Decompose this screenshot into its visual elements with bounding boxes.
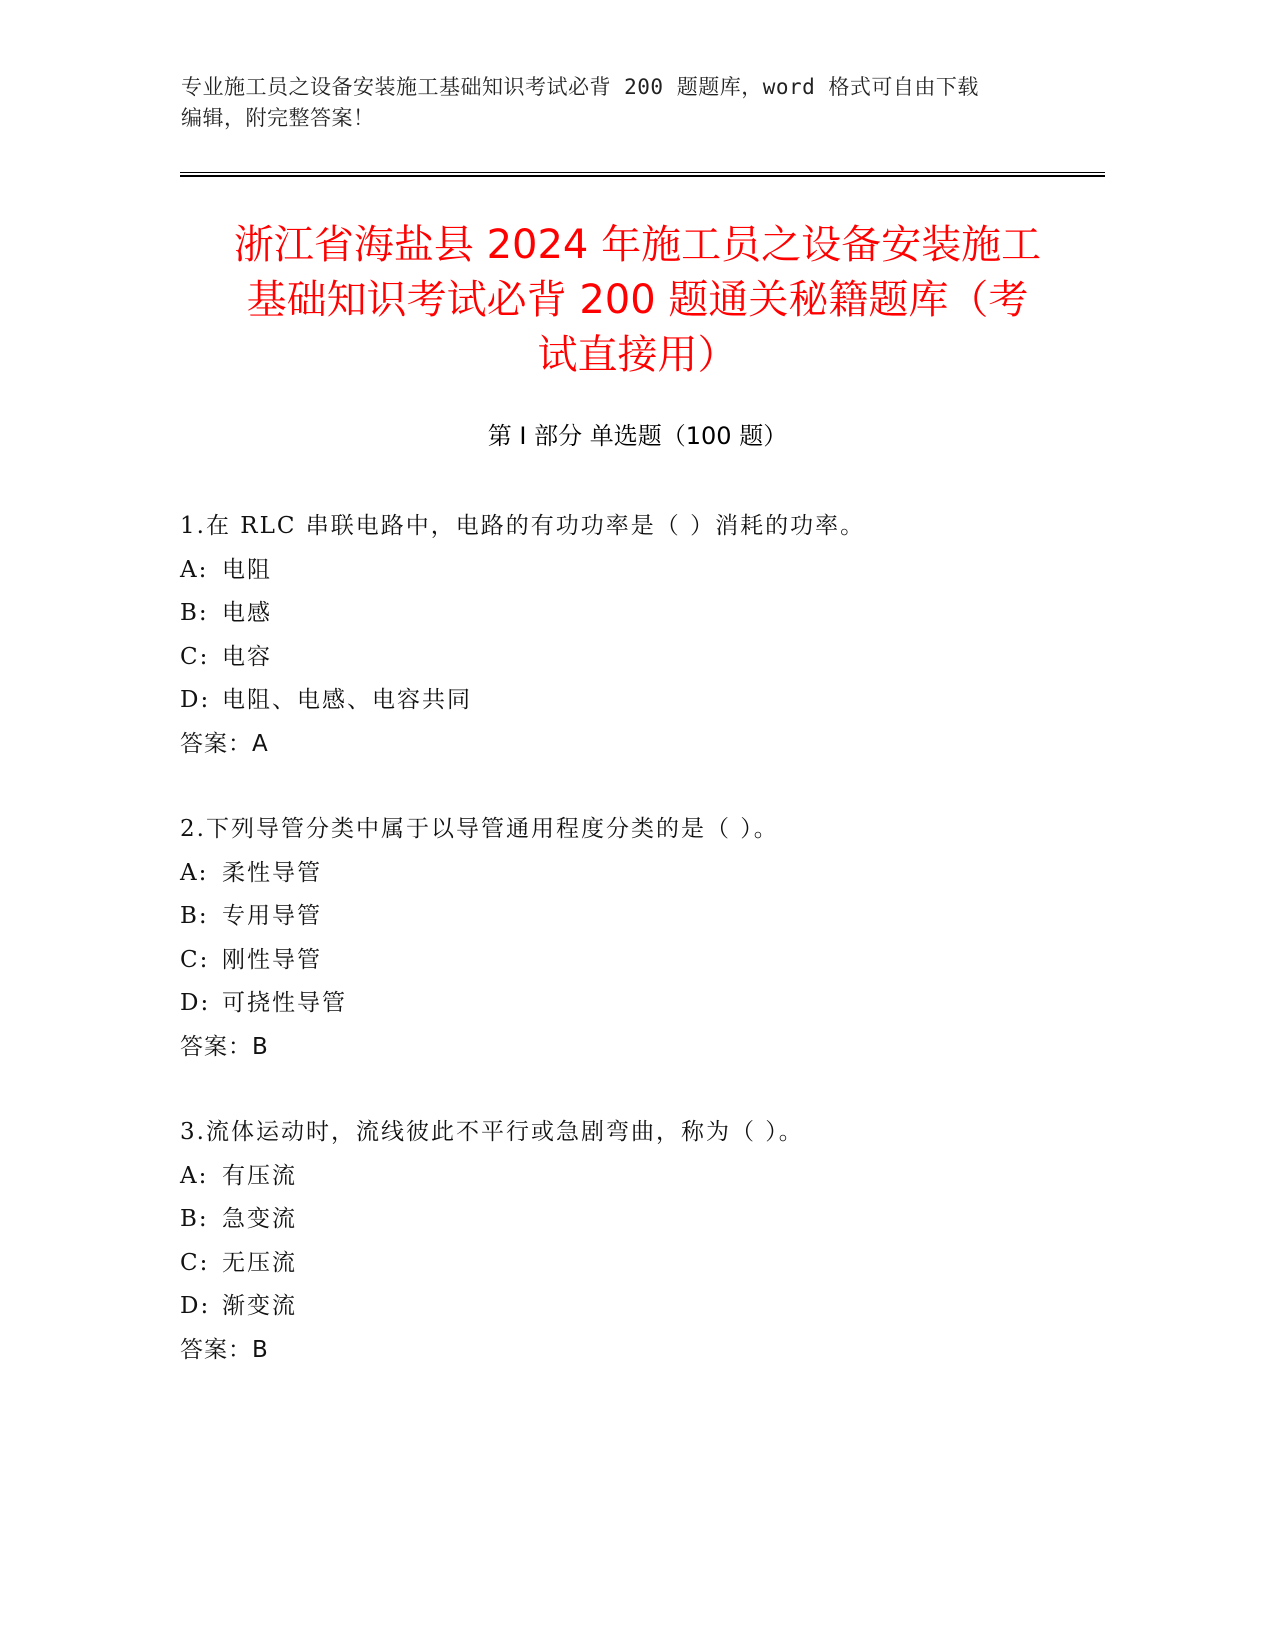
option-letter: B: bbox=[180, 600, 209, 626]
question-stem: 1.在 RLC 串联电路中，电路的有功功率是（ ）消耗的功率。 bbox=[180, 513, 866, 539]
document-title-line2: 基础知识考试必背 200 题通关秘籍题库（考 bbox=[246, 277, 1029, 323]
option-text: 电感 bbox=[222, 600, 272, 626]
option-text: 可挠性导管 bbox=[222, 990, 347, 1016]
document-title-line3: 试直接用） bbox=[537, 332, 738, 378]
question-list bbox=[180, 505, 1110, 1414]
document-title-line1: 浙江省海盐县 2024 年施工员之设备安装施工 bbox=[233, 222, 1042, 268]
option-text: 刚性导管 bbox=[222, 946, 322, 973]
option-text: 柔性导管 bbox=[222, 859, 322, 886]
option-letter: A: bbox=[180, 859, 209, 886]
option-letter: D: bbox=[180, 687, 211, 713]
question-1 bbox=[180, 505, 1110, 766]
option-letter: C: bbox=[180, 946, 210, 973]
option-c bbox=[180, 1242, 1110, 1286]
question-3 bbox=[180, 1111, 1110, 1372]
option-text: 电容 bbox=[222, 643, 272, 670]
answer-line: 答案：A bbox=[180, 730, 269, 757]
option-letter: C: bbox=[180, 1249, 210, 1276]
option-text: 急变流 bbox=[222, 1206, 297, 1232]
question-2 bbox=[180, 808, 1110, 1069]
option-letter: C: bbox=[180, 643, 210, 670]
option-text: 电阻、电感、电容共同 bbox=[222, 687, 472, 713]
option-d bbox=[180, 1285, 1110, 1329]
option-d bbox=[180, 982, 1110, 1026]
question-stem: 2.下列导管分类中属于以导管通用程度分类的是（ ）。 bbox=[180, 816, 779, 842]
option-text: 有压流 bbox=[222, 1162, 297, 1189]
option-d bbox=[180, 679, 1110, 723]
option-text: 电阻 bbox=[222, 556, 272, 583]
option-a bbox=[180, 1155, 1110, 1199]
option-b bbox=[180, 1198, 1110, 1242]
header-note-line1: 专业施工员之设备安装施工基础知识考试必背 200 题题库，word 格式可自由下载 bbox=[181, 75, 979, 99]
header-note bbox=[181, 72, 1041, 134]
option-b bbox=[180, 895, 1110, 939]
option-a bbox=[180, 852, 1110, 896]
header-divider-thin bbox=[180, 172, 1105, 173]
option-letter: B: bbox=[180, 903, 209, 929]
question-stem: 3.流体运动时，流线彼此不平行或急剧弯曲，称为（ ）。 bbox=[180, 1119, 804, 1145]
document-title bbox=[150, 218, 1125, 383]
header-note-line2: 编辑，附完整答案！ bbox=[181, 106, 375, 130]
answer-line: 答案：B bbox=[180, 1336, 269, 1363]
header-divider-thick bbox=[180, 175, 1105, 177]
option-letter: A: bbox=[180, 556, 209, 583]
option-letter: A: bbox=[180, 1162, 209, 1189]
option-a bbox=[180, 549, 1110, 593]
option-letter: D: bbox=[180, 990, 211, 1016]
answer-line: 答案：B bbox=[180, 1033, 269, 1060]
section-heading: 第 I 部分 单选题（100 题） bbox=[487, 422, 788, 450]
option-text: 渐变流 bbox=[222, 1293, 297, 1319]
option-text: 专用导管 bbox=[222, 903, 322, 929]
option-c bbox=[180, 939, 1110, 983]
option-b bbox=[180, 592, 1110, 636]
option-letter: B: bbox=[180, 1206, 209, 1232]
option-text: 无压流 bbox=[222, 1249, 297, 1276]
option-letter: D: bbox=[180, 1293, 211, 1319]
option-c bbox=[180, 636, 1110, 680]
